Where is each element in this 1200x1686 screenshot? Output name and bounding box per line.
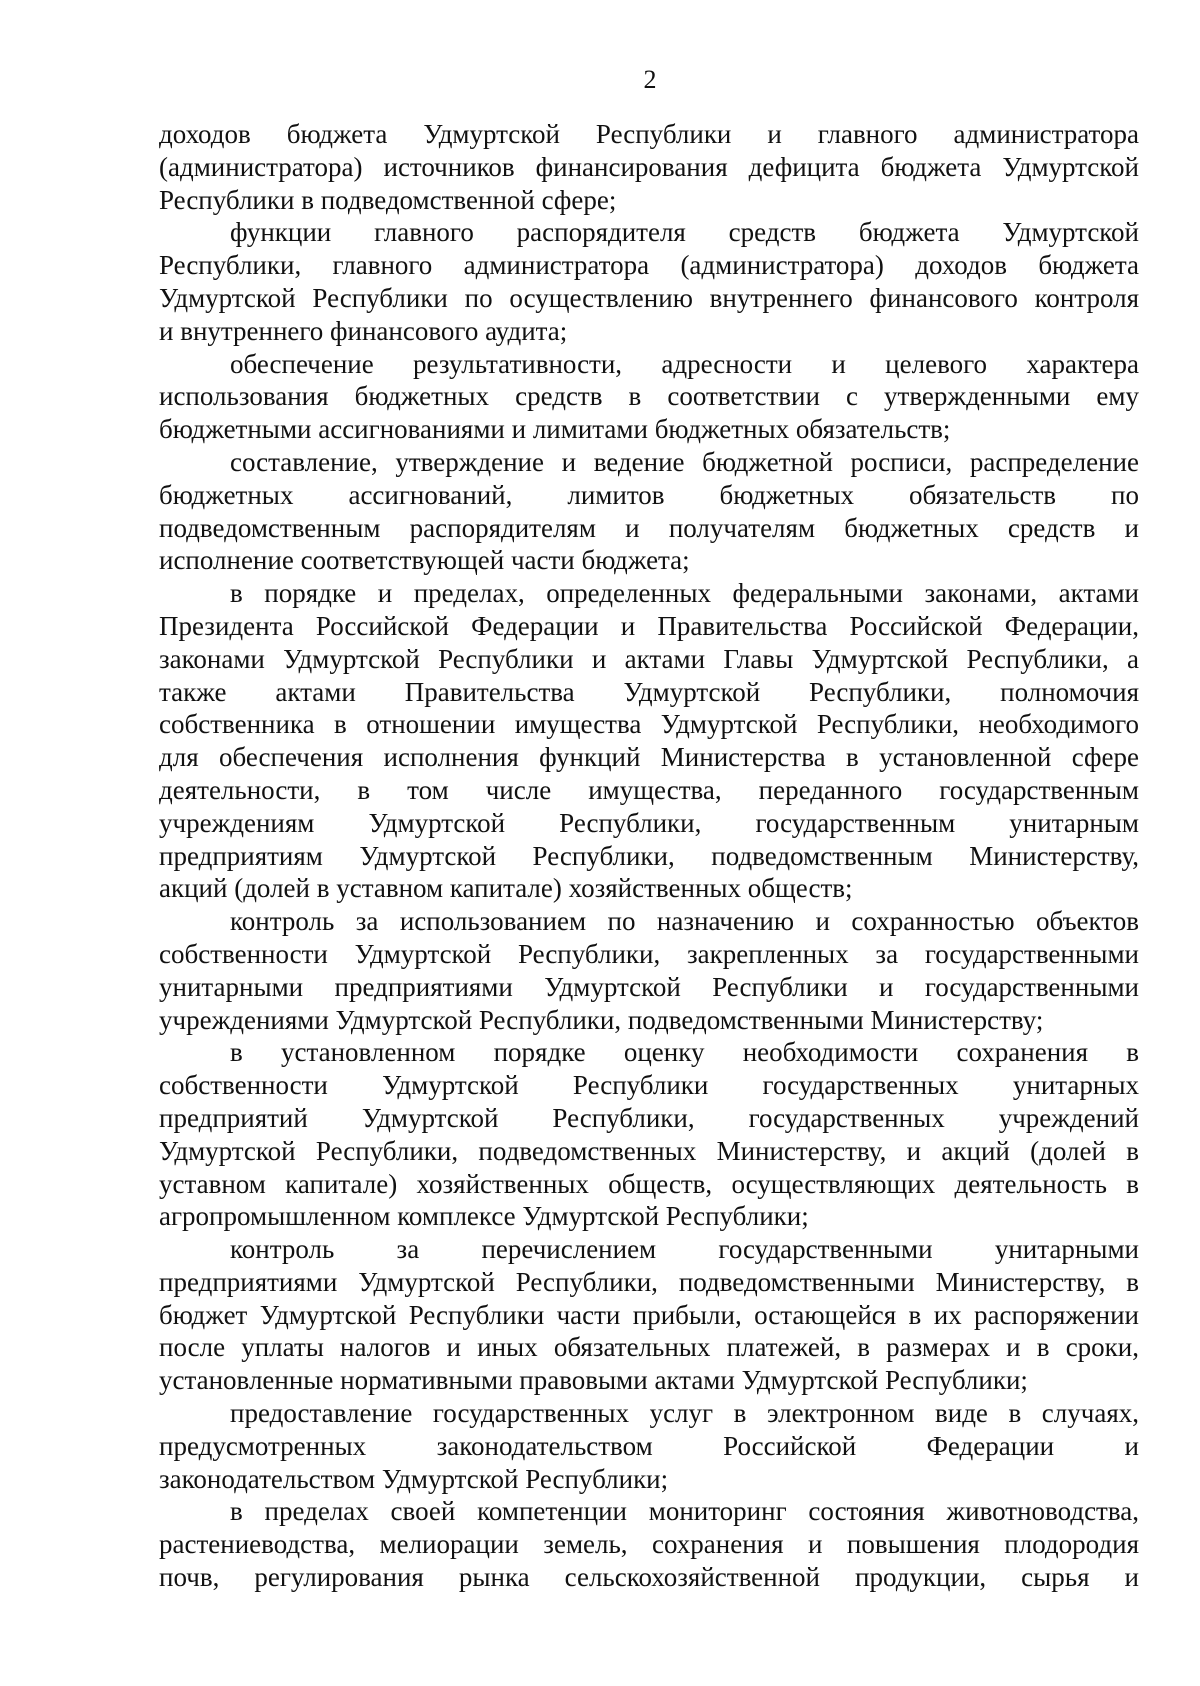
text-line: растениеводства, мелиорации земель, сохранения и повышения плодородия bbox=[159, 1529, 1139, 1560]
text-line: законами Удмуртской Республики и актами Главы Удмуртской Республики, а bbox=[159, 643, 1139, 674]
text-line: предоставление государственных услуг в электронном виде в случаях, bbox=[230, 1398, 1139, 1429]
text-line: функции главного распорядителя средств бюджета Удмуртской bbox=[230, 217, 1139, 248]
text-line: собственности Удмуртской Республики государственных унитарных bbox=[159, 1070, 1139, 1101]
text-line: предприятиям Удмуртской Республики, подведомственным Министерству, bbox=[159, 840, 1139, 871]
text-line: бюджет Удмуртской Республики части прибыли, остающейся в их распоряжении bbox=[159, 1299, 1139, 1330]
text-line: использования бюджетных средств в соответствии с утвержденными ему bbox=[159, 381, 1139, 412]
text-line: собственника в отношении имущества Удмуртской Республики, необходимого bbox=[159, 709, 1139, 740]
text-line: контроль за использованием по назначению и сохранностью объектов bbox=[230, 906, 1139, 937]
text-line: бюджетных ассигнований, лимитов бюджетных обязательств по bbox=[159, 479, 1139, 510]
text-line: Республики в подведомственной сфере; bbox=[159, 184, 617, 215]
text-line: почв, регулирования рынка сельскохозяйственной продукции, сырья и bbox=[159, 1562, 1139, 1593]
text-line: подведомственным распорядителям и получателям бюджетных средств и bbox=[159, 512, 1139, 543]
text-line: установленные нормативными правовыми актами Удмуртской Республики; bbox=[159, 1365, 1028, 1396]
text-line: собственности Удмуртской Республики, закрепленных за государственными bbox=[159, 938, 1139, 969]
text-line: для обеспечения исполнения функций Министерства в установленной сфере bbox=[159, 742, 1139, 773]
text-line: после уплаты налогов и иных обязательных платежей, в размерах и в сроки, bbox=[159, 1332, 1139, 1363]
text-line: исполнение соответствующей части бюджета; bbox=[159, 545, 690, 576]
text-line: Президента Российской Федерации и Правительства Российской Федерации, bbox=[159, 610, 1139, 641]
text-line: в пределах своей компетенции мониторинг состояния животноводства, bbox=[230, 1496, 1139, 1527]
text-line: Республики, главного администратора (администратора) доходов бюджета bbox=[159, 250, 1139, 281]
document-body bbox=[159, 118, 1139, 1594]
paragraph bbox=[159, 1233, 1139, 1397]
paragraph bbox=[159, 1495, 1139, 1593]
text-line: составление, утверждение и ведение бюджетной росписи, распределение bbox=[230, 446, 1139, 477]
text-line: уставном капитале) хозяйственных обществ, осуществляющих деятельность в bbox=[159, 1168, 1139, 1199]
text-line: бюджетными ассигнованиями и лимитами бюджетных обязательств; bbox=[159, 414, 951, 445]
paragraph bbox=[159, 1036, 1139, 1233]
text-line: (администратора) источников финансирования дефицита бюджета Удмуртской bbox=[159, 151, 1139, 182]
text-line: агропромышленном комплексе Удмуртской Республики; bbox=[159, 1201, 809, 1232]
paragraph bbox=[159, 1397, 1139, 1495]
text-line: также актами Правительства Удмуртской Республики, полномочия bbox=[159, 676, 1139, 707]
text-line: акций (долей в уставном капитале) хозяйственных обществ; bbox=[159, 873, 853, 904]
text-line: Удмуртской Республики по осуществлению внутреннего финансового контроля bbox=[159, 282, 1139, 313]
text-line: Удмуртской Республики, подведомственных Министерству, и акций (долей в bbox=[159, 1135, 1139, 1166]
text-line: предусмотренных законодательством Российской Федерации и bbox=[159, 1430, 1139, 1461]
page-number: 2 bbox=[643, 65, 657, 94]
text-line: унитарными предприятиями Удмуртской Республики и государственными bbox=[159, 971, 1139, 1002]
paragraph bbox=[159, 577, 1139, 905]
text-line: предприятий Удмуртской Республики, государственных учреждений bbox=[159, 1102, 1139, 1133]
paragraph bbox=[159, 905, 1139, 1036]
paragraph bbox=[159, 216, 1139, 347]
text-line: в установленном порядке оценку необходимости сохранения в bbox=[230, 1037, 1139, 1068]
text-line: контроль за перечислением государственными унитарными bbox=[230, 1234, 1139, 1265]
text-line: предприятиями Удмуртской Республики, подведомственными Министерству, в bbox=[159, 1266, 1139, 1297]
text-line: доходов бюджета Удмуртской Республики и главного администратора bbox=[159, 119, 1139, 149]
text-line: законодательством Удмуртской Республики; bbox=[159, 1463, 669, 1494]
paragraph bbox=[159, 348, 1139, 446]
text-line: учреждениям Удмуртской Республики, государственным унитарным bbox=[159, 807, 1139, 838]
text-line: и внутреннего финансового аудита; bbox=[159, 315, 568, 346]
text-line: обеспечение результативности, адресности и целевого характера bbox=[230, 348, 1139, 379]
text-line: учреждениями Удмуртской Республики, подведомственными Министерству; bbox=[159, 1004, 1044, 1035]
paragraph bbox=[159, 118, 1139, 216]
text-line: в порядке и пределах, определенных федеральными законами, актами bbox=[230, 578, 1139, 609]
text-line: деятельности, в том числе имущества, переданного государственным bbox=[159, 774, 1139, 805]
paragraph bbox=[159, 446, 1139, 577]
